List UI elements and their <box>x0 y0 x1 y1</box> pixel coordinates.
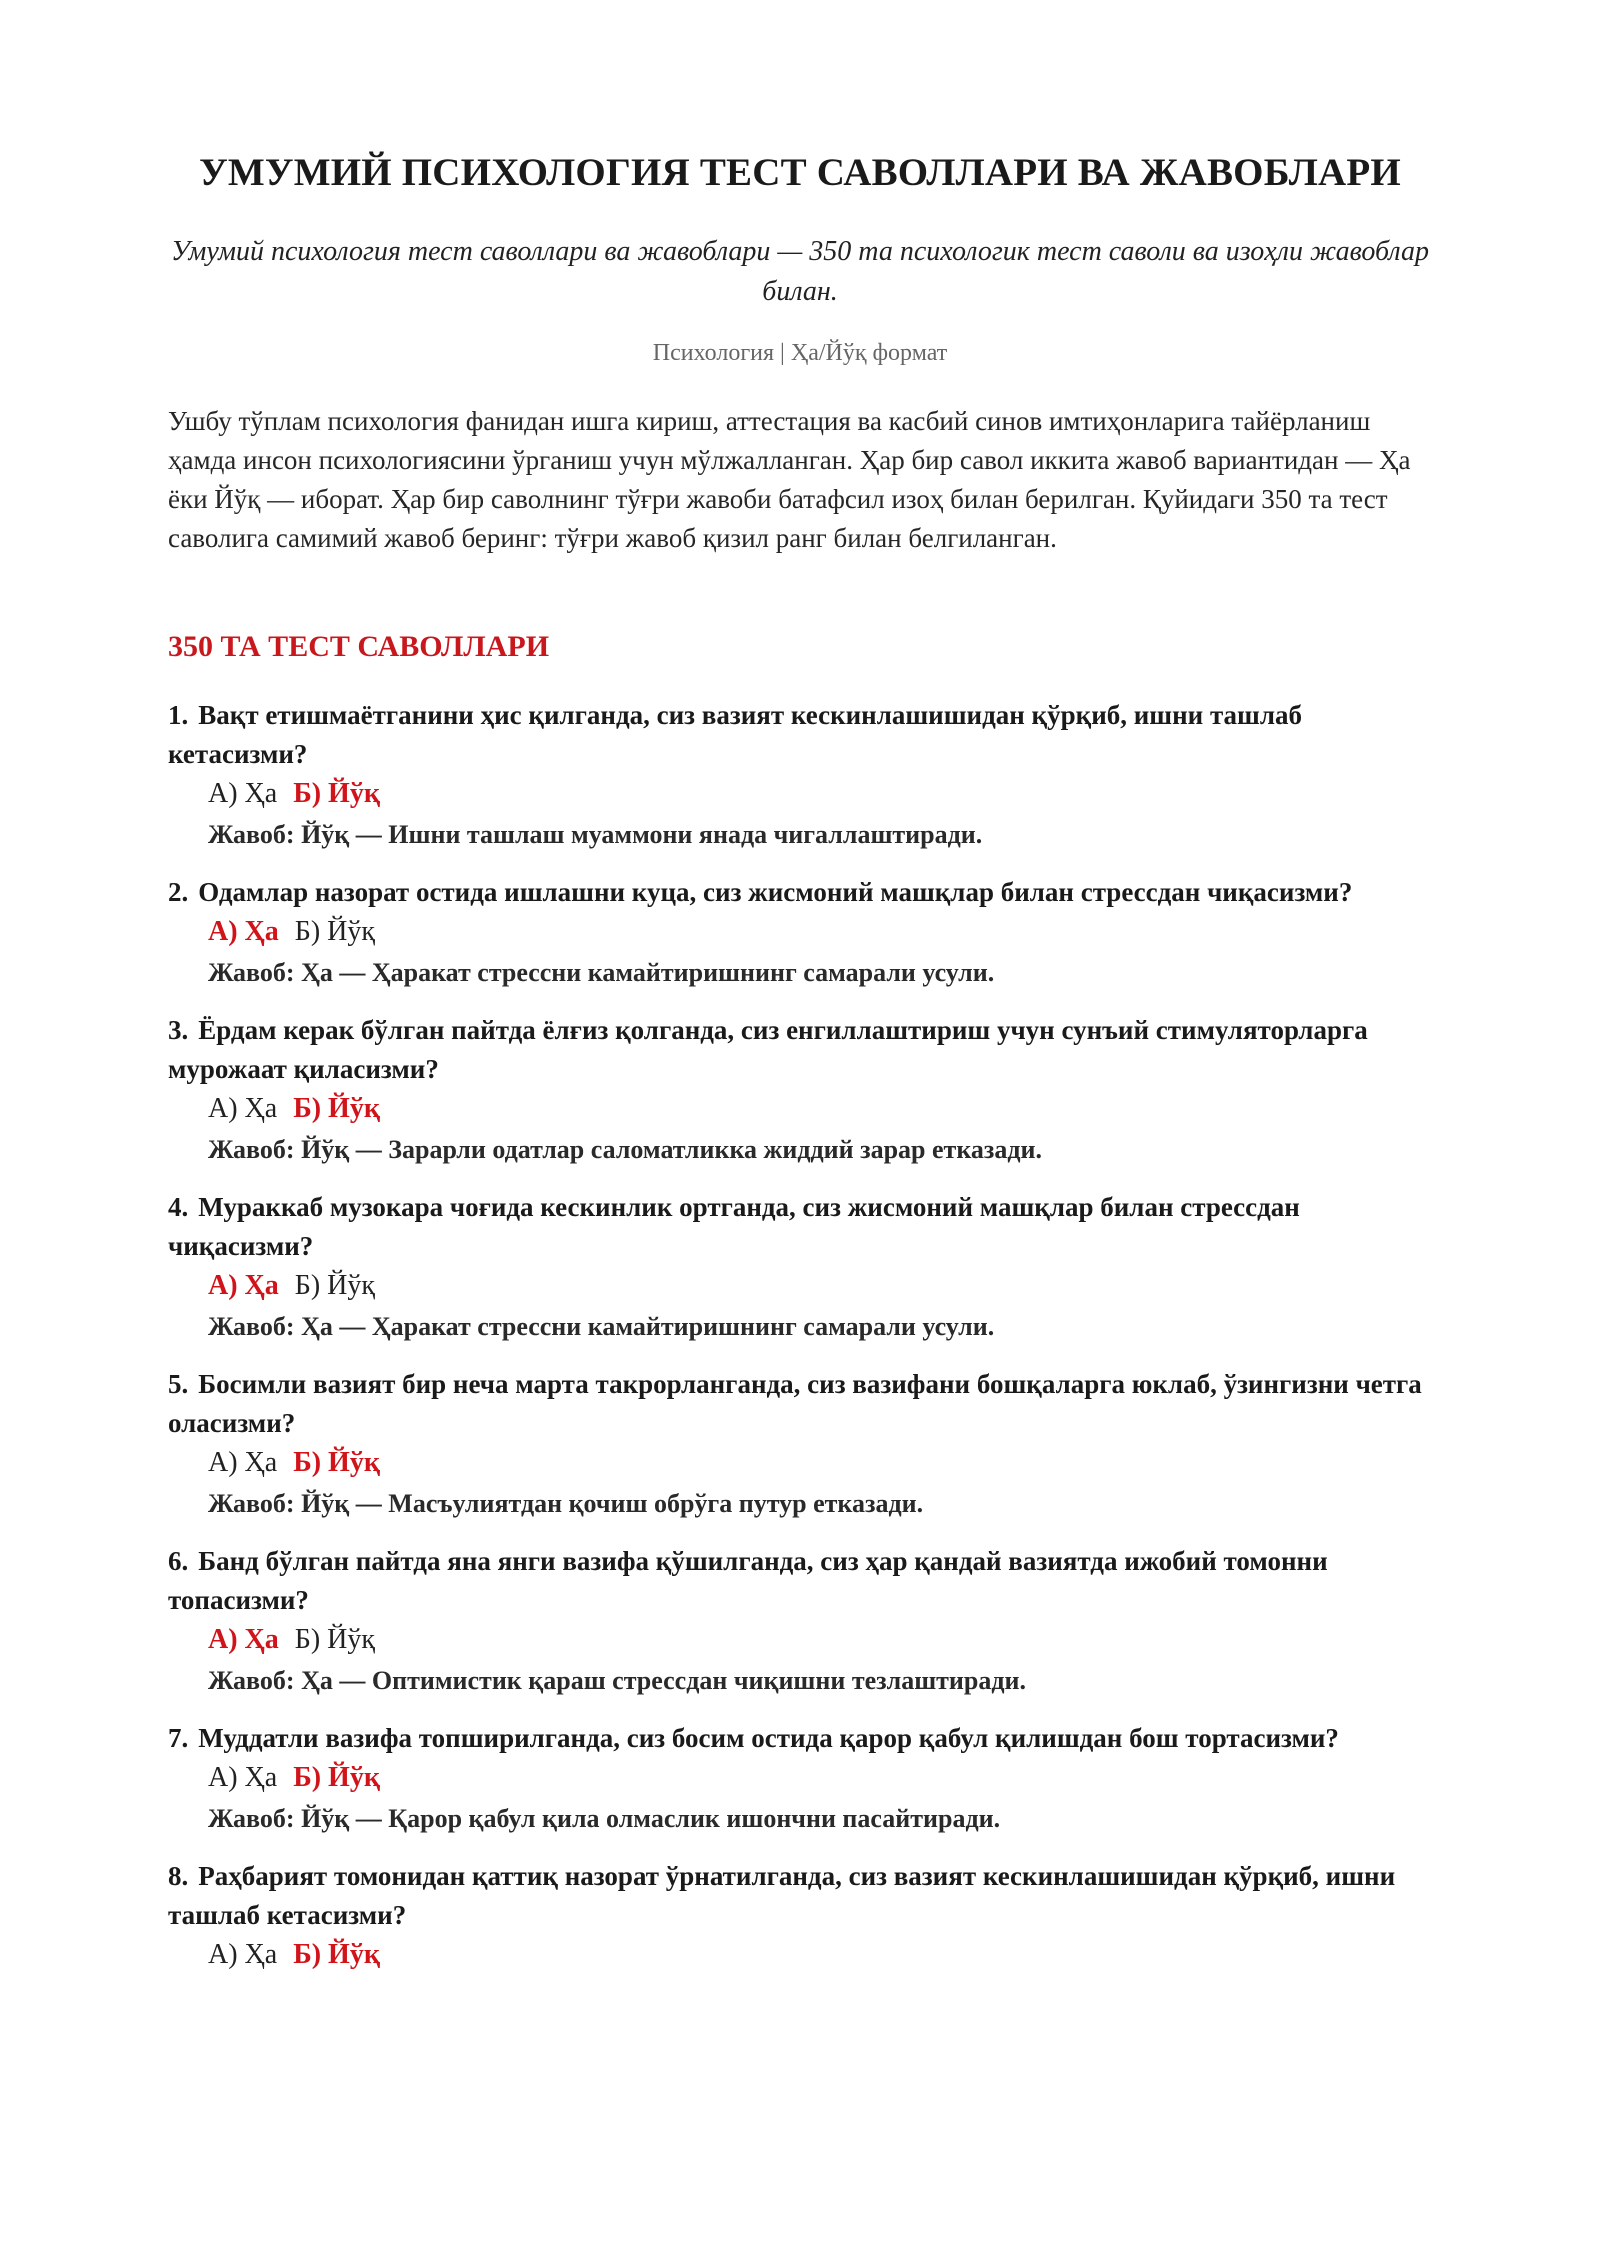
answer-options <box>168 1620 1438 1660</box>
question-number: 1. <box>168 700 189 730</box>
question-text <box>168 873 1438 912</box>
section-title: 350 ТА ТЕСТ САВОЛЛАРИ <box>168 630 550 663</box>
option-a: А) Ҳа <box>208 1762 278 1793</box>
option-b-correct: Б) Йўқ <box>293 1762 380 1793</box>
answer-explanation: Жавоб: Ҳа — Ҳаракат стрессни камайтиришнинг самарали усули. <box>208 1312 995 1341</box>
answer-explanation: Жавоб: Ҳа — Оптимистик қараш стрессдан чиқишни тезлаштиради. <box>208 1666 1026 1695</box>
answer-explanation: Жавоб: Ҳа — Ҳаракат стрессни камайтиришнинг самарали усули. <box>208 958 995 987</box>
option-b-correct: Б) Йўқ <box>293 1939 380 1970</box>
question-number: 3. <box>168 1015 189 1045</box>
answer-explanation: Жавоб: Йўқ — Зарарли одатлар саломатликка жиддий зарар етказади. <box>208 1135 1042 1164</box>
question-body: Банд бўлган пайтда яна янги вазифа қўшилганда, сиз ҳар қандай вазиятда ижобий томонни топасизми? <box>168 1546 1328 1615</box>
question-body: Муддатли вазифа топширилганда, сиз босим остида қарор қабул қилишдан бош тортасизми? <box>198 1723 1339 1753</box>
option-a: А) Ҳа <box>208 1939 278 1970</box>
option-a-correct: А) Ҳа <box>208 1270 279 1301</box>
question-list <box>168 696 1438 1992</box>
category-meta: Психология | Ҳа/Йўқ формат <box>652 340 948 366</box>
question-text <box>168 1011 1438 1089</box>
option-a-correct: А) Ҳа <box>208 1624 279 1655</box>
answer-explanation: Жавоб: Йўқ — Ишни ташлаш муаммони янада чигаллаштиради. <box>208 820 983 849</box>
question-text <box>168 1542 1438 1620</box>
answer-explanation: Жавоб: Йўқ — Масъулиятдан қочиш обрўга путур етказади. <box>208 1489 924 1518</box>
question-text <box>168 1857 1438 1935</box>
question-number: 5. <box>168 1369 189 1399</box>
question-number: 4. <box>168 1192 189 1222</box>
answer-options <box>168 1266 1438 1306</box>
answer-options <box>168 1443 1438 1483</box>
question-item <box>168 1011 1438 1171</box>
answer-options <box>168 1758 1438 1798</box>
option-a-correct: А) Ҳа <box>208 916 279 947</box>
option-a: А) Ҳа <box>208 778 278 809</box>
answer-explanation: Жавоб: Йўқ — Қарор қабул қила олмаслик ишончни пасайтиради. <box>208 1804 1001 1833</box>
page-title: УМУМИЙ ПСИХОЛОГИЯ ТЕСТ САВОЛЛАРИ ВА ЖАВОБЛАРИ <box>199 151 1401 194</box>
option-b-correct: Б) Йўқ <box>293 1447 380 1478</box>
question-item <box>168 873 1438 994</box>
option-a: А) Ҳа <box>208 1093 278 1124</box>
question-text <box>168 1365 1438 1443</box>
answer-options <box>168 912 1438 952</box>
question-body: Ёрдам керак бўлган пайтда ёлғиз қолганда, сиз енгиллаштириш учун сунъий стимуляторларга мурожаат қиласизми? <box>168 1015 1368 1084</box>
question-item <box>168 1365 1438 1525</box>
question-body: Раҳбарият томонидан қаттиқ назорат ўрнатилганда, сиз вазият кескинлашишидан қўрқиб, ишни ташлаб кетасизми? <box>168 1861 1396 1930</box>
question-number: 2. <box>168 877 189 907</box>
question-number: 7. <box>168 1723 189 1753</box>
question-item <box>168 1719 1438 1840</box>
option-b: Б) Йўқ <box>294 1624 375 1655</box>
answer-options <box>168 1935 1438 1975</box>
page-subtitle: Умумий психология тест саволлари ва жавоблари — 350 та психологик тест саволи ва изоҳли жавоблар билан. <box>171 236 1429 307</box>
option-b-correct: Б) Йўқ <box>293 778 380 809</box>
question-item <box>168 1188 1438 1348</box>
option-b-correct: Б) Йўқ <box>293 1093 380 1124</box>
question-text <box>168 1188 1438 1266</box>
question-body: Мураккаб музокара чоғида кескинлик ортганда, сиз жисмоний машқлар билан стрессдан чиқасизми? <box>168 1192 1300 1261</box>
question-body: Босимли вазият бир неча марта такрорланганда, сиз вазифани бошқаларга юклаб, ўзингизни четга оласизми? <box>168 1369 1422 1438</box>
intro-paragraph: Ушбу тўплам психология фанидан ишга кириш, аттестация ва касбий синов имтиҳонларига тайёрланиш ҳамда инсон психологиясини ўрганиш учун мўлжалланган. Ҳар бир савол иккита жавоб вариантидан — Ҳа ёки Йўқ — иборат. Ҳар бир саволнинг тўғри жавоби батафсил изоҳ билан берилган. Қуйидаги 350 та тест саволига самимий жавоб беринг: тўғри жавоб қизил ранг билан белгиланган. <box>168 406 1411 553</box>
question-item <box>168 696 1438 856</box>
question-text <box>168 696 1438 774</box>
question-item <box>168 1542 1438 1702</box>
question-body: Вақт етишмаётганини ҳис қилганда, сиз вазият кескинлашишидан қўрқиб, ишни ташлаб кетасизми? <box>168 700 1302 769</box>
answer-options <box>168 774 1438 814</box>
question-text <box>168 1719 1438 1758</box>
question-item <box>168 1857 1438 1975</box>
question-body: Одамлар назорат остида ишлашни куца, сиз жисмоний машқлар билан стрессдан чиқасизми? <box>198 877 1353 907</box>
question-number: 6. <box>168 1546 189 1576</box>
option-b: Б) Йўқ <box>294 1270 375 1301</box>
option-a: А) Ҳа <box>208 1447 278 1478</box>
answer-options <box>168 1089 1438 1129</box>
question-number: 8. <box>168 1861 189 1891</box>
option-b: Б) Йўқ <box>294 916 375 947</box>
